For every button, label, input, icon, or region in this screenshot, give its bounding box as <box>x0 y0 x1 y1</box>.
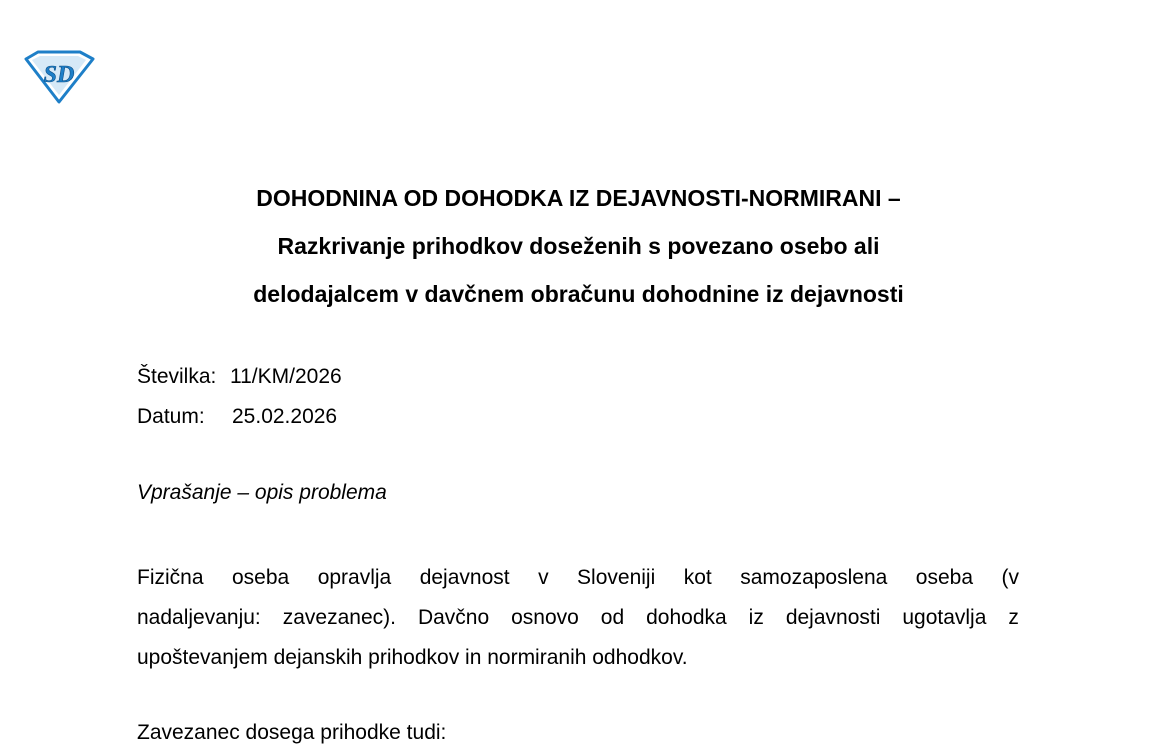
logo-text: SD <box>43 62 75 88</box>
document-meta <box>137 357 342 437</box>
title-line-2: Razkrivanje prihodkov doseženih s povezano osebo ali <box>277 233 880 259</box>
word: Sloveniji <box>577 566 656 589</box>
number-row <box>137 357 342 397</box>
word: dohodka <box>646 606 727 629</box>
paragraph-line-2 <box>137 598 1019 638</box>
document-title <box>0 174 1157 318</box>
word: osnovo <box>511 606 579 629</box>
shield-logo-icon <box>22 49 96 105</box>
word: oseba <box>232 566 290 589</box>
word: Davčno <box>417 606 490 629</box>
paragraph-line-1 <box>137 558 1019 598</box>
partial-line: Zavezanec dosega prihodke tudi: <box>137 721 447 744</box>
word: z <box>1008 606 1019 629</box>
date-value: 25.02.2026 <box>232 405 338 428</box>
title-line-3: delodajalcem v davčnem obračunu dohodnine iz dejavnosti <box>253 281 904 307</box>
word: zavezanec). <box>282 606 396 629</box>
word: oseba <box>915 566 973 589</box>
word: iz <box>748 606 764 629</box>
number-value: 11/KM/2026 <box>230 365 342 388</box>
number-label: Številka: <box>137 365 217 388</box>
word: dejavnosti <box>785 606 881 629</box>
date-row <box>137 397 342 437</box>
title-line-1: DOHODNINA OD DOHODKA IZ DEJAVNOSTI-NORMIRANI – <box>256 185 901 211</box>
word: dejavnost <box>419 566 510 589</box>
word: v <box>538 566 549 589</box>
word: Fizična <box>137 566 204 589</box>
paragraph-line-3: upoštevanjem dejanskih prihodkov in normiranih odhodkov. <box>137 646 688 669</box>
word: (v <box>1001 566 1019 589</box>
word: nadaljevanju: <box>137 606 261 629</box>
date-label: Datum: <box>137 405 205 428</box>
section-heading: Vprašanje – opis problema <box>137 481 387 504</box>
body-paragraph <box>137 558 1019 678</box>
word: opravlja <box>317 566 392 589</box>
word: ugotavlja <box>902 606 987 629</box>
word: kot <box>683 566 712 589</box>
word: samozaposlena <box>740 566 888 589</box>
word: od <box>600 606 625 629</box>
